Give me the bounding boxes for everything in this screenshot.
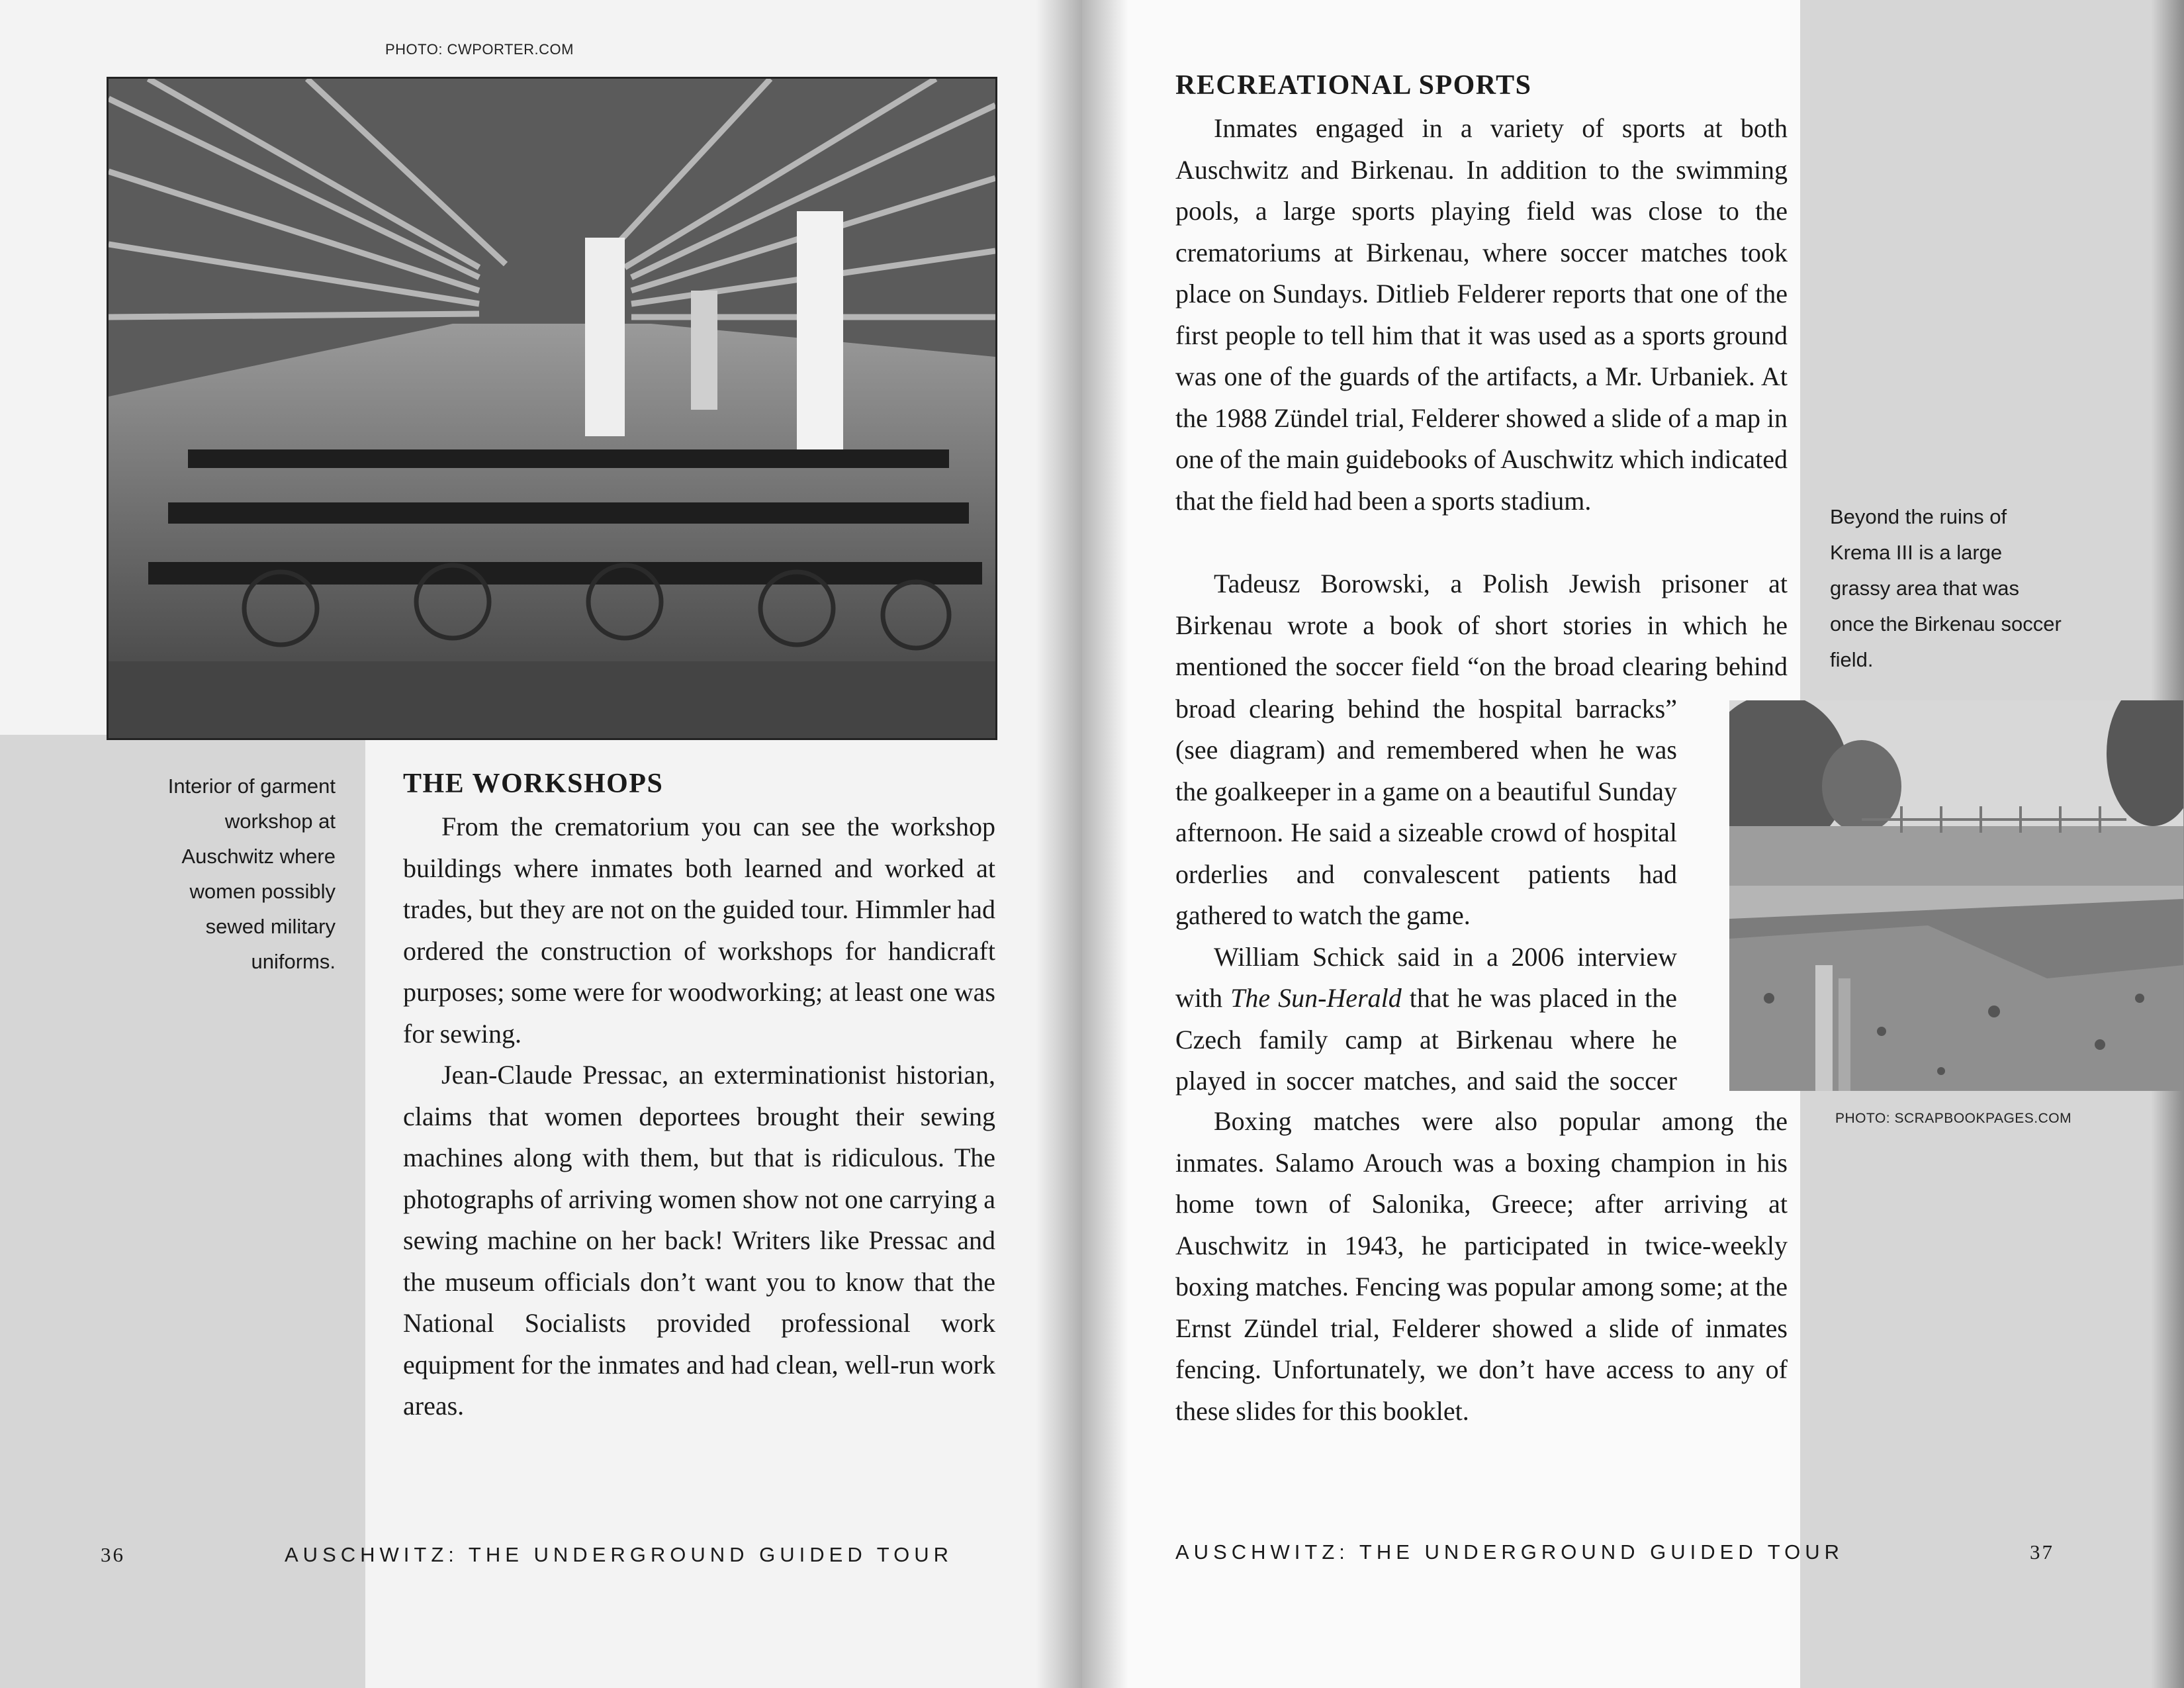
body-text-bottom — [1175, 1101, 1788, 1432]
body-text-middle — [1175, 563, 1788, 692]
workshop-photo-illustration — [109, 79, 995, 738]
left-page — [0, 0, 1082, 1688]
photo-caption: Beyond the ruins of Krema III is a large grassy area that was once the Birkenau soccer field. — [1830, 505, 2062, 671]
running-footer: AUSCHWITZ: THE UNDERGROUND GUIDED TOUR — [1175, 1540, 1844, 1564]
workshop-photo — [107, 77, 997, 740]
p3-lead: William Schick said in a 2006 interview with — [1175, 941, 1677, 1013]
section-heading: RECREATIONAL SPORTS — [1175, 70, 1532, 101]
soccer-field-illustration — [1729, 700, 2183, 1091]
paragraph: Boxing matches were also popular among the inmates. Salamo Arouch was a boxing champion in his home town of Salonika, Greece; after arriving at Auschwitz in 1943, he participated in twice-weekly boxing matches. Fencing was popular among some; at the Ernst Zündel trial, Felderer showed a slide of inmates fencing. Unfortunately, we don’t have access to any of these slides for this booklet. — [1175, 1106, 1788, 1426]
photo-caption: Interior of garment workshop at Auschwitz where women possibly sewed military uniforms. — [167, 774, 336, 973]
flow-offset — [1175, 688, 1677, 1098]
running-footer: AUSCHWITZ: THE UNDERGROUND GUIDED TOUR — [285, 1543, 954, 1566]
left-gutter-shadow — [1036, 0, 1082, 1688]
page-number: 37 — [2030, 1540, 2054, 1564]
paragraph: broad clearing behind the hospital barracks” (see diagram) and remembered when he was the goalkeeper in a game on a beautiful Sunday afternoon. He said a sizeable crowd of hospital orderlies and convalescent patients had gathered to watch the game. — [1175, 693, 1677, 930]
soccer-field-photo — [1729, 700, 2183, 1091]
paragraph: Jean-Claude Pressac, an exterminationist historian, claims that women deportees brought their sewing machines along with them, but that is ridiculous. The photographs of arriving women show not one carrying a sewing machine on her back! Writers like Pressac and the museum officials don’t want you to know that the National Socialists provided professional work equipment for the inmates and had clean, well-run work areas. — [403, 1060, 995, 1421]
page-number: 36 — [101, 1543, 125, 1566]
body-text-beside-photo — [1175, 688, 1677, 1098]
paragraph: Inmates engaged in a variety of sports at both Auschwitz and Birkenau. In addition to the swimming pools, a large sports playing field was close to the crematoriums at Birkenau, where soccer matches took place on Sundays. Ditlieb Felderer reports that one of the first people to tell him that it was used as a sports ground was one of the guards of the artifacts, a Mr. Urbaniek. At the 1988 Zündel trial, Felderer showed a slide of a map in one of the main guidebooks of Auschwitz which indicated that the field had been a sports stadium. — [1175, 113, 1788, 516]
paragraph — [1175, 937, 1677, 1098]
photo-credit: PHOTO: CWPORTER.COM — [385, 41, 574, 58]
right-page — [1082, 0, 2184, 1688]
p3-rest: that he was placed in the Czech family camp at Birkenau where he played in soccer matches, and said the soccer — [1175, 983, 1677, 1096]
body-text-top — [1175, 108, 1788, 522]
paragraph: From the crematorium you can see the workshop buildings where inmates both learned and worked at trades, but they are not on the guided tour. Himmler had ordered the construction of workshops for handicraft purposes; some were for woodworking; at least one was for sewing. — [403, 812, 995, 1049]
body-text — [403, 806, 995, 1427]
right-gutter-shadow — [1082, 0, 1128, 1688]
section-heading: THE WORKSHOPS — [403, 769, 664, 799]
newspaper-title: The Sun-Herald — [1230, 983, 1402, 1013]
photo-credit: PHOTO: SCRAPBOOKPAGES.COM — [1835, 1111, 2072, 1126]
paragraph: Tadeusz Borowski, a Polish Jewish prisoner at Birkenau wrote a book of short stories in which he mentioned the soccer field “on the broad clearing behind — [1175, 569, 1788, 681]
